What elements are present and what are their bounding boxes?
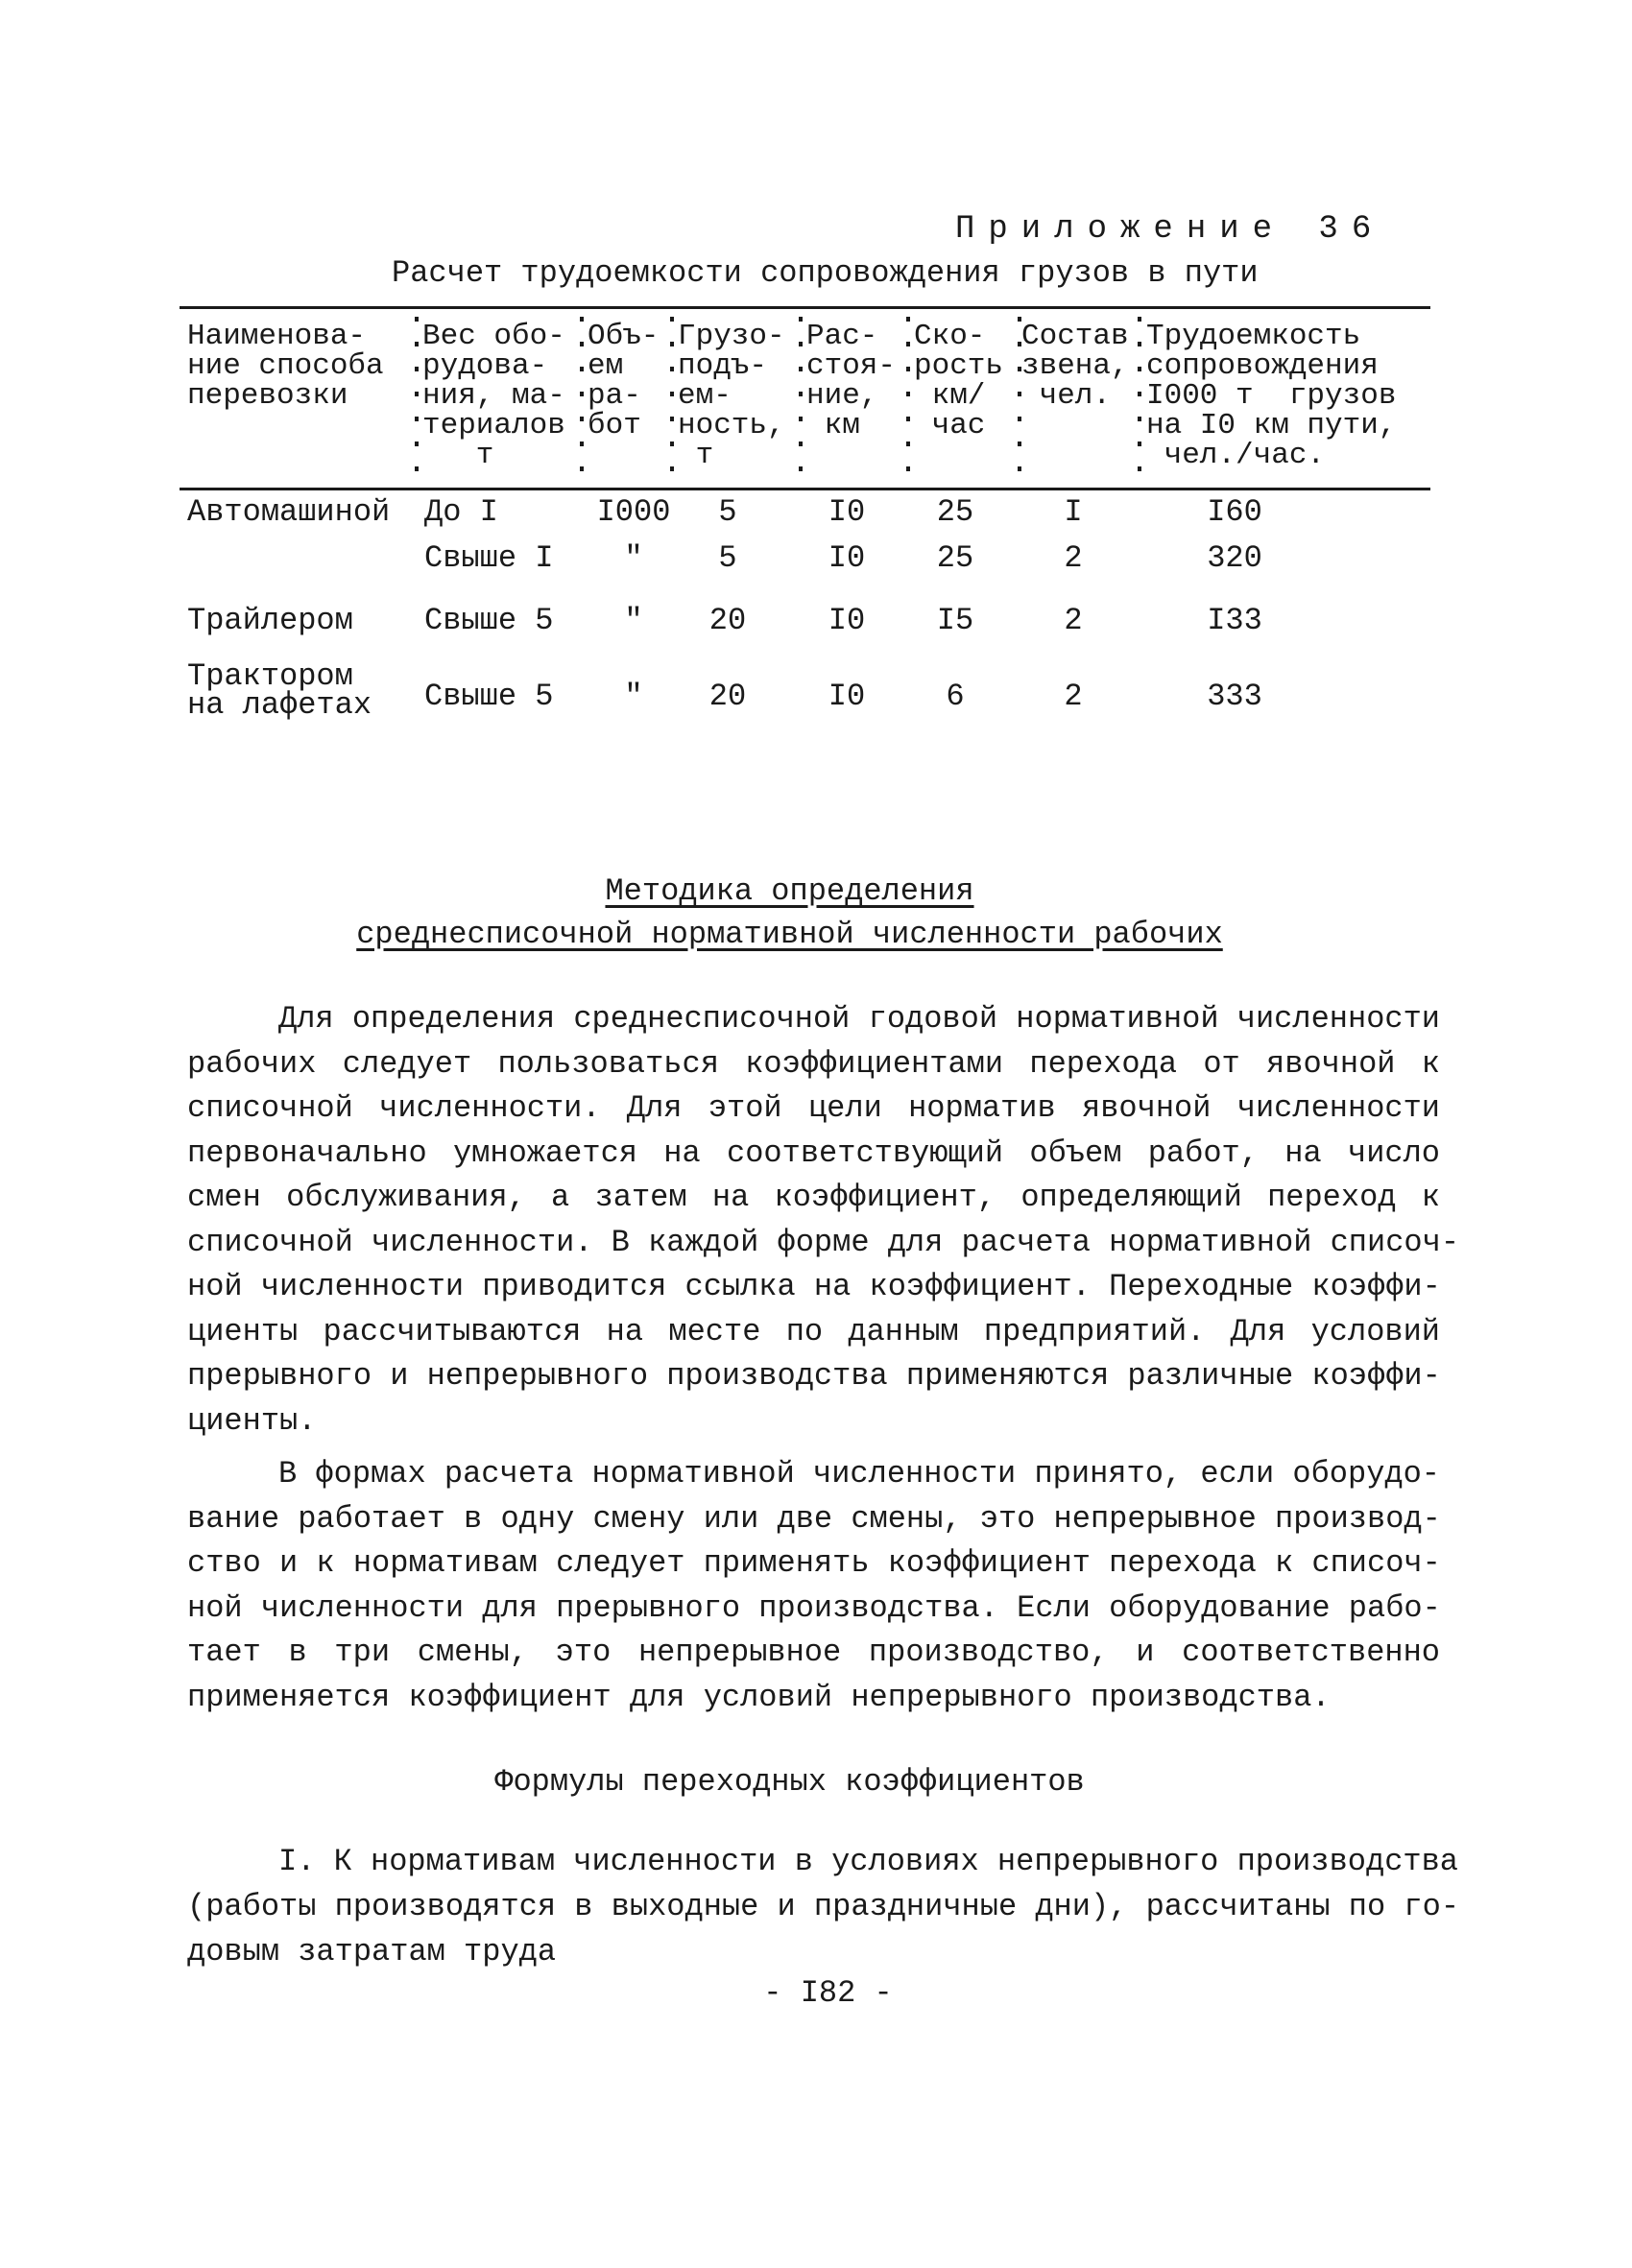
column-separator (906, 317, 910, 488)
table-header-rule (180, 488, 1430, 490)
table-cell: I5 (936, 603, 974, 638)
table-cell: I (1064, 494, 1083, 530)
text-line: рабочих следует пользоваться коэффициентами перехода от явочной к (187, 1045, 1440, 1082)
method-heading-line2: среднесписочной нормативной численности рабочих (356, 917, 1223, 952)
text-line: списочной численности. Для этой цели норматив явочной численности (187, 1090, 1440, 1126)
text-line: I. К нормативам численности в условиях непрерывного производства (278, 1844, 1458, 1879)
text-line: вание работает в одну смену или две смены, это непрерывное производ- (187, 1500, 1441, 1537)
table-cell: 2 (1064, 603, 1083, 638)
text-line: применяется коэффициент для условий непрерывного производства. (187, 1679, 1331, 1715)
table-cell: I0 (828, 494, 866, 530)
table-cell: 5 (718, 540, 737, 576)
table-cell: 25 (936, 494, 974, 530)
table-cell: " (624, 679, 643, 714)
column-separator (799, 317, 803, 488)
table-cell: Свыше I (424, 540, 554, 576)
table-cell: Автомашиной (187, 494, 391, 530)
table-cell: 320 (1207, 540, 1262, 576)
table-cell: 25 (936, 540, 974, 576)
column-separator (415, 317, 419, 488)
text-line: циенты. (187, 1402, 317, 1439)
text-line: Для определения среднесписочной годовой нормативной численности (278, 1001, 1440, 1037)
table-cell: " (624, 603, 643, 638)
table-cell: I0 (828, 679, 866, 714)
table-cell: 2 (1064, 679, 1083, 714)
page-number: - I82 - (763, 1975, 893, 2011)
table-cell: I0 (828, 603, 866, 638)
table-cell: I000 (596, 494, 671, 530)
table-cell: I33 (1207, 603, 1262, 638)
table-cell: 333 (1207, 679, 1262, 714)
appendix-label: Приложение 36 (955, 211, 1385, 248)
header-distance: Рас- стоя- ние, км (806, 320, 897, 442)
text-line: прерывного и непрерывного производства применяются различные коэффи- (187, 1358, 1441, 1394)
text-line: первоначально умножается на соответствующий объем работ, на число (187, 1134, 1440, 1171)
table-cell: I60 (1207, 494, 1262, 530)
text-line: довым затратам труда (187, 1934, 557, 1970)
text-line: списочной численности. В каждой форме для расчета нормативной списоч- (187, 1224, 1460, 1260)
header-capacity: Грузо- подъ- ем- ность, т (678, 320, 785, 472)
column-separator (1018, 317, 1021, 488)
table-cell: I0 (828, 540, 866, 576)
table-cell: 6 (946, 679, 965, 714)
header-labor: Трудоемкость сопровождения I000 т грузов на I0 км пути, чел./час. (1146, 320, 1397, 472)
column-separator (670, 317, 674, 488)
header-speed: Ско- рость км/ час (914, 320, 1004, 442)
column-separator (580, 317, 584, 488)
text-line: тает в три смены, это непрерывное производство, и соответственно (187, 1635, 1440, 1670)
table-cell: Трактором на лафетах (187, 658, 372, 723)
table-cell: Свыше 5 (424, 603, 554, 638)
table-cell: Свыше 5 (424, 679, 554, 714)
header-crew: Состав звена, чел. (1021, 320, 1129, 413)
method-heading-line1: Методика определения (605, 873, 974, 909)
table-title: Расчет трудоемкости сопровождения грузов в пути (392, 255, 1259, 291)
table-cell: 5 (718, 494, 737, 530)
text-line: циенты рассчитываются на месте по данным предприятий. Для условий (187, 1313, 1440, 1349)
text-line: (работы производятся в выходные и праздничные дни), рассчитаны по го- (187, 1889, 1460, 1924)
table-cell: 2 (1064, 540, 1083, 576)
header-weight: Вес обо- рудова- ния, ма- териалов т (422, 320, 565, 472)
text-line: смен обслуживания, а затем на коэффициент, определяющий переход к (187, 1180, 1440, 1215)
formulas-heading: Формулы переходных коэффициентов (494, 1764, 1085, 1800)
table-cell: 20 (708, 603, 747, 638)
header-method: Наименова- ние способа перевозки (187, 320, 384, 413)
text-line: В формах расчета нормативной численности принято, если оборудо- (278, 1456, 1440, 1492)
table-top-rule (180, 306, 1430, 309)
table-cell: Трайлером (187, 603, 353, 638)
text-line: ство и к нормативам следует применять коэффициент перехода к списоч- (187, 1545, 1441, 1581)
column-separator (1138, 317, 1141, 488)
table-cell: 20 (708, 679, 747, 714)
text-line: ной численности для прерывного производства. Если оборудование рабо- (187, 1589, 1441, 1626)
header-volume: Объ- ем ра- бот (588, 320, 660, 442)
table-cell: " (624, 540, 643, 576)
text-line: ной численности приводится ссылка на коэффициент. Переходные коэффи- (187, 1269, 1441, 1304)
table-cell: До I (424, 494, 498, 530)
